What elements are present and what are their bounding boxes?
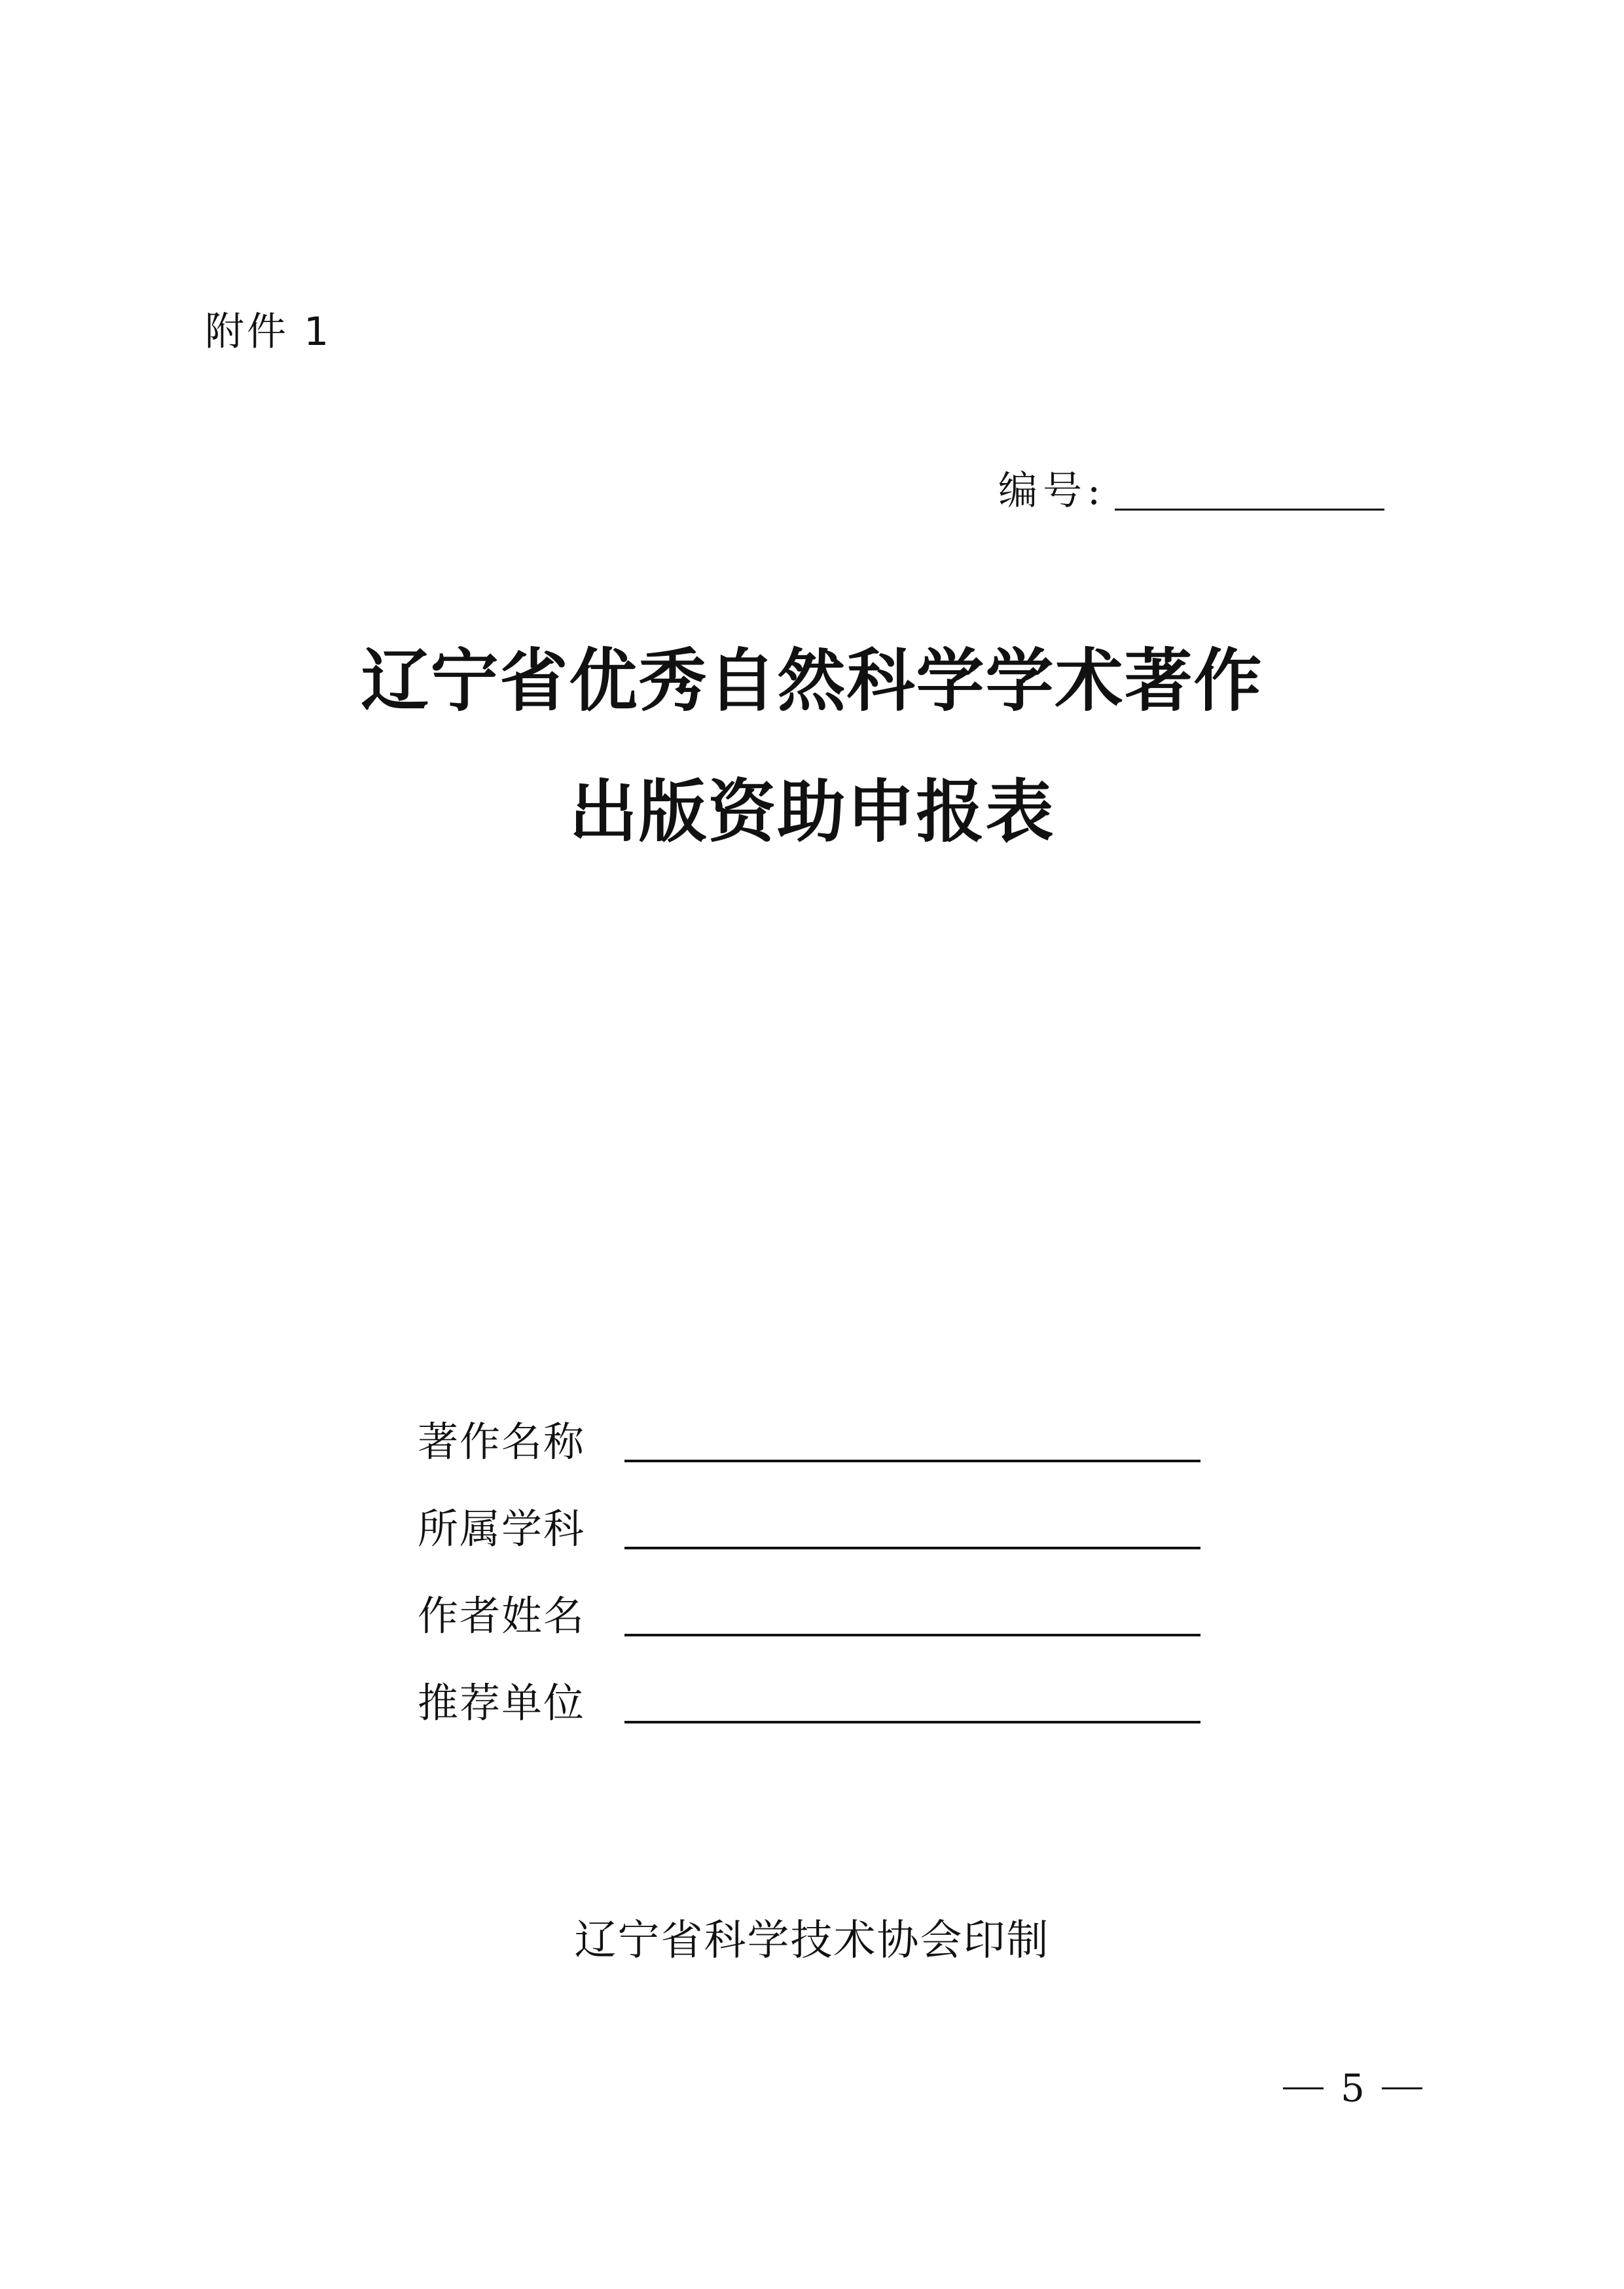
printed-by: 辽宁省科学技术协会印制 xyxy=(574,1917,1050,1965)
serial-number-blank[interactable] xyxy=(1115,509,1384,511)
page-number-dash-left xyxy=(1283,2087,1324,2089)
field-row-author-name xyxy=(418,1559,1203,1646)
field-blank-work-title[interactable] xyxy=(624,1460,1200,1462)
field-row-discipline xyxy=(418,1471,1203,1559)
document-title-line-2: 出版资助申报表 xyxy=(569,771,1055,852)
field-blank-recommending-unit[interactable] xyxy=(624,1721,1200,1723)
field-label-discipline: 所属学科 xyxy=(418,1505,586,1553)
field-label-recommending-unit: 推荐单位 xyxy=(418,1679,586,1727)
serial-number-label: 编号: xyxy=(998,468,1106,514)
page-number-value: 5 xyxy=(1341,2066,1365,2110)
field-blank-discipline[interactable] xyxy=(624,1547,1200,1549)
attachment-label: 附件 1 xyxy=(205,309,332,355)
document-title-line-1: 辽宁省优秀自然科学学术著作 xyxy=(361,640,1263,721)
serial-number-row xyxy=(998,458,1384,517)
field-row-work-title xyxy=(418,1384,1203,1471)
form-fields xyxy=(418,1384,1203,1733)
page-number xyxy=(1283,2062,1422,2114)
field-blank-author-name[interactable] xyxy=(624,1634,1200,1636)
field-label-work-title: 著作名称 xyxy=(418,1418,586,1466)
field-label-author-name: 作者姓名 xyxy=(418,1592,586,1640)
field-row-recommending-unit xyxy=(418,1646,1203,1733)
page-number-dash-right xyxy=(1382,2087,1422,2089)
